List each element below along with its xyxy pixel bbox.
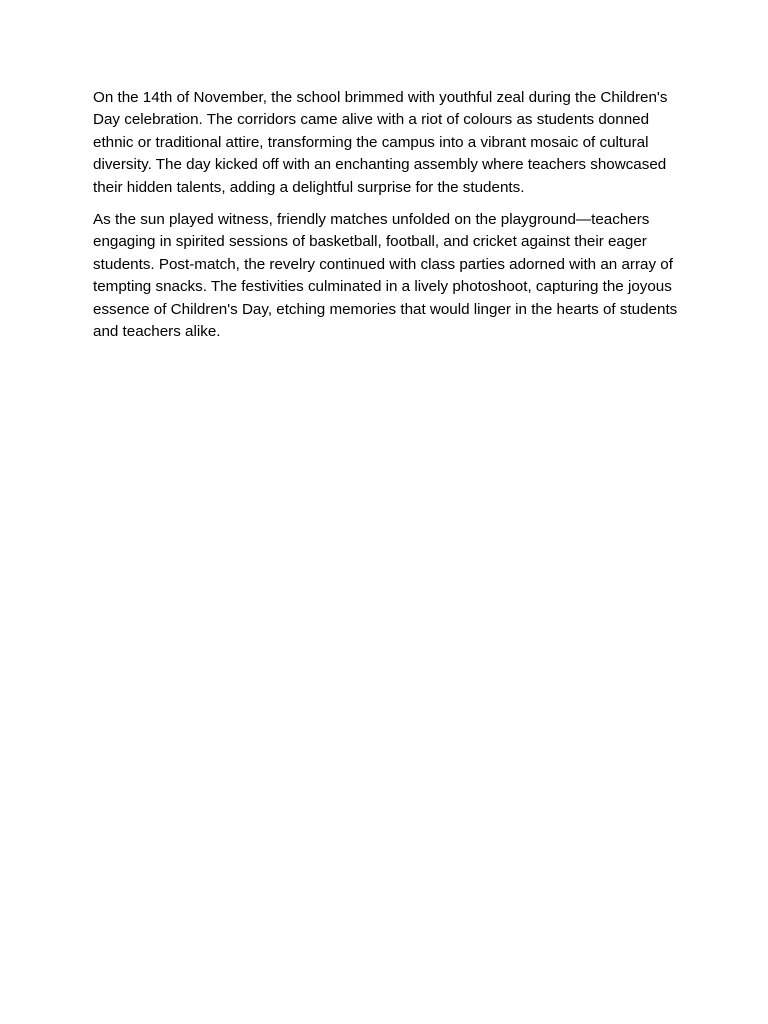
paragraph-1: On the 14th of November, the school brimmed with youthful zeal during the Children's Day celebration. The corridors came alive with a riot of colours as students donned ethnic or traditional attire, transforming the campus into a vibrant mosaic of cultural diversity. The day kicked off with an enchanting assembly where teachers showcased their hidden talents, adding a delightful surprise for the students.: [93, 89, 668, 196]
document-body: [93, 87, 679, 353]
paragraph-2: As the sun played witness, friendly matches unfolded on the playground—teachers engaging in spirited sessions of basketball, football, and cricket against their eager students. Post-match, the revelry continued with class parties adorned with an array of tempting snacks. The festivities culminated in a lively photoshoot, capturing the joyous essence of Children's Day, etching memories that would linger in the hearts of students and teachers alike.: [93, 211, 678, 341]
